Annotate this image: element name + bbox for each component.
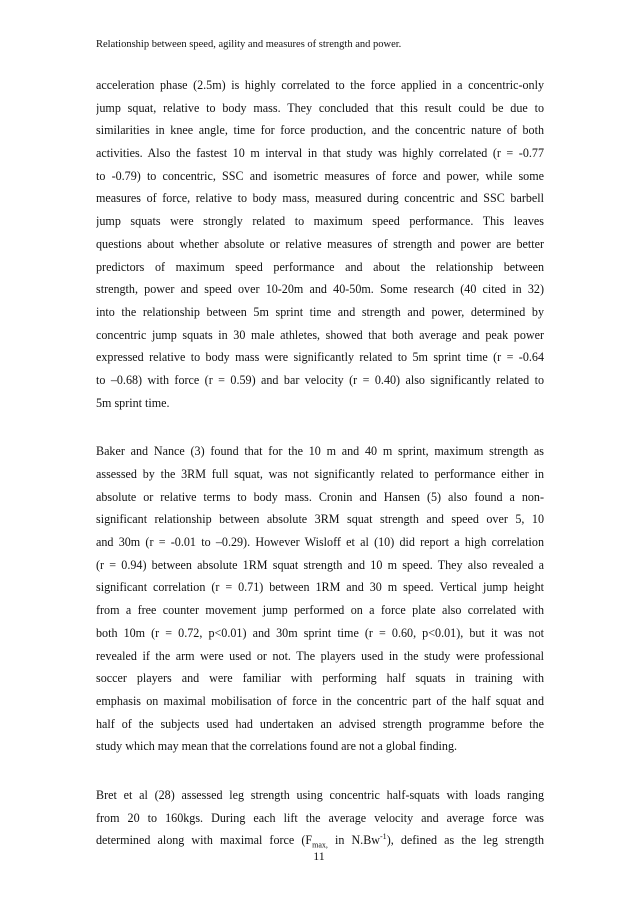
running-header: Relationship between speed, agility and measures of strength and power.	[96, 39, 402, 50]
page-number: 11	[313, 849, 325, 863]
paragraph-2	[96, 440, 544, 758]
text-line: strength, power and speed over 10-20m and 40-50m. Some research (40 cited in 32)	[96, 282, 544, 297]
formula-superscript: -1	[380, 832, 387, 842]
text-line: jump squat, relative to body mass. They concluded that this result could be due to	[96, 100, 544, 115]
text-line: acceleration phase (2.5m) is highly correlated to the force applied in a concentric-only	[96, 78, 544, 92]
text-line: 5m sprint time.	[96, 395, 170, 410]
text-line: and 30m (r = -0.01 to –0.29). However Wisloff et al (10) did report a high correlation	[96, 535, 544, 550]
paragraph-1	[96, 74, 544, 414]
text-line: similarities in knee angle, time for force production, and the concentric nature of both	[96, 123, 544, 138]
text-line: significant relationship between absolute 3RM squat strength and speed over 5, 10	[96, 512, 544, 527]
text-line: revealed if the arm were used or not. The players used in the study were professional	[96, 648, 544, 663]
text-line: half of the subjects used had undertaken an advised strength programme before the	[96, 716, 544, 731]
text-line: emphasis on maximal mobilisation of force in the concentric part of the half squat and	[96, 693, 544, 708]
text-line: questions about whether absolute or relative measures of strength and power are better	[96, 236, 544, 251]
text-line: both 10m (r = 0.72, p<0.01) and 30m sprint time (r = 0.60, p<0.01), but it was not	[96, 625, 544, 640]
text-line: Baker and Nance (3) found that for the 10 m and 40 m sprint, maximum strength as	[96, 444, 544, 459]
text-line: assessed by the 3RM full squat, was not significantly related to performance either in	[96, 467, 544, 481]
formula-text-middle: in N.Bw	[327, 833, 381, 848]
text-line: significant correlation (r = 0.71) between 1RM and 30 m speed. Vertical jump height	[96, 580, 544, 595]
formula-text-after: ), defined as the leg strength	[386, 833, 544, 848]
text-line: Bret et al (28) assessed leg strength using concentric half-squats with loads ranging	[96, 787, 544, 802]
formula-subscript: max,	[312, 840, 328, 850]
body-text	[96, 74, 544, 878]
text-line: soccer players and were familiar with performing half squats in training with	[96, 671, 544, 686]
text-line: activities. Also the fastest 10 m interval in that study was highly correlated (r = -0.77	[96, 146, 544, 161]
formula-text-before: determined along with maximal force (F	[96, 833, 313, 848]
text-line: into the relationship between 5m sprint time and strength and power, determined by	[96, 304, 544, 319]
text-line: expressed relative to body mass were significantly related to 5m sprint time (r = -0.64	[96, 350, 544, 365]
text-line: absolute or relative terms to body mass. Cronin and Hansen (5) also found a non-	[96, 489, 544, 504]
text-line: jump squats were strongly related to maximum speed performance. This leaves	[96, 214, 544, 229]
paragraph-3	[96, 784, 544, 852]
text-line: concentric jump squats in 30 male athletes, showed that both average and peak power	[96, 327, 544, 342]
text-line: to -0.79) to concentric, SSC and isometric measures of force and power, while some	[96, 168, 544, 183]
text-line: study which may mean that the correlations found are not a global finding.	[96, 739, 458, 754]
text-line: predictors of maximum speed performance and about the relationship between	[96, 259, 544, 274]
text-line: to –0.68) with force (r = 0.59) and bar velocity (r = 0.40) also significantly related to	[96, 372, 544, 387]
text-line: (r = 0.94) between absolute 1RM squat strength and 10 m speed. They also revealed a	[96, 557, 544, 572]
text-line: measures of force, relative to body mass, measured during concentric and SSC barbell	[96, 191, 544, 206]
text-line: from a free counter movement jump performed on a force plate also correlated with	[96, 603, 544, 618]
text-line: from 20 to 160kgs. During each lift the average velocity and average force was	[96, 810, 544, 825]
